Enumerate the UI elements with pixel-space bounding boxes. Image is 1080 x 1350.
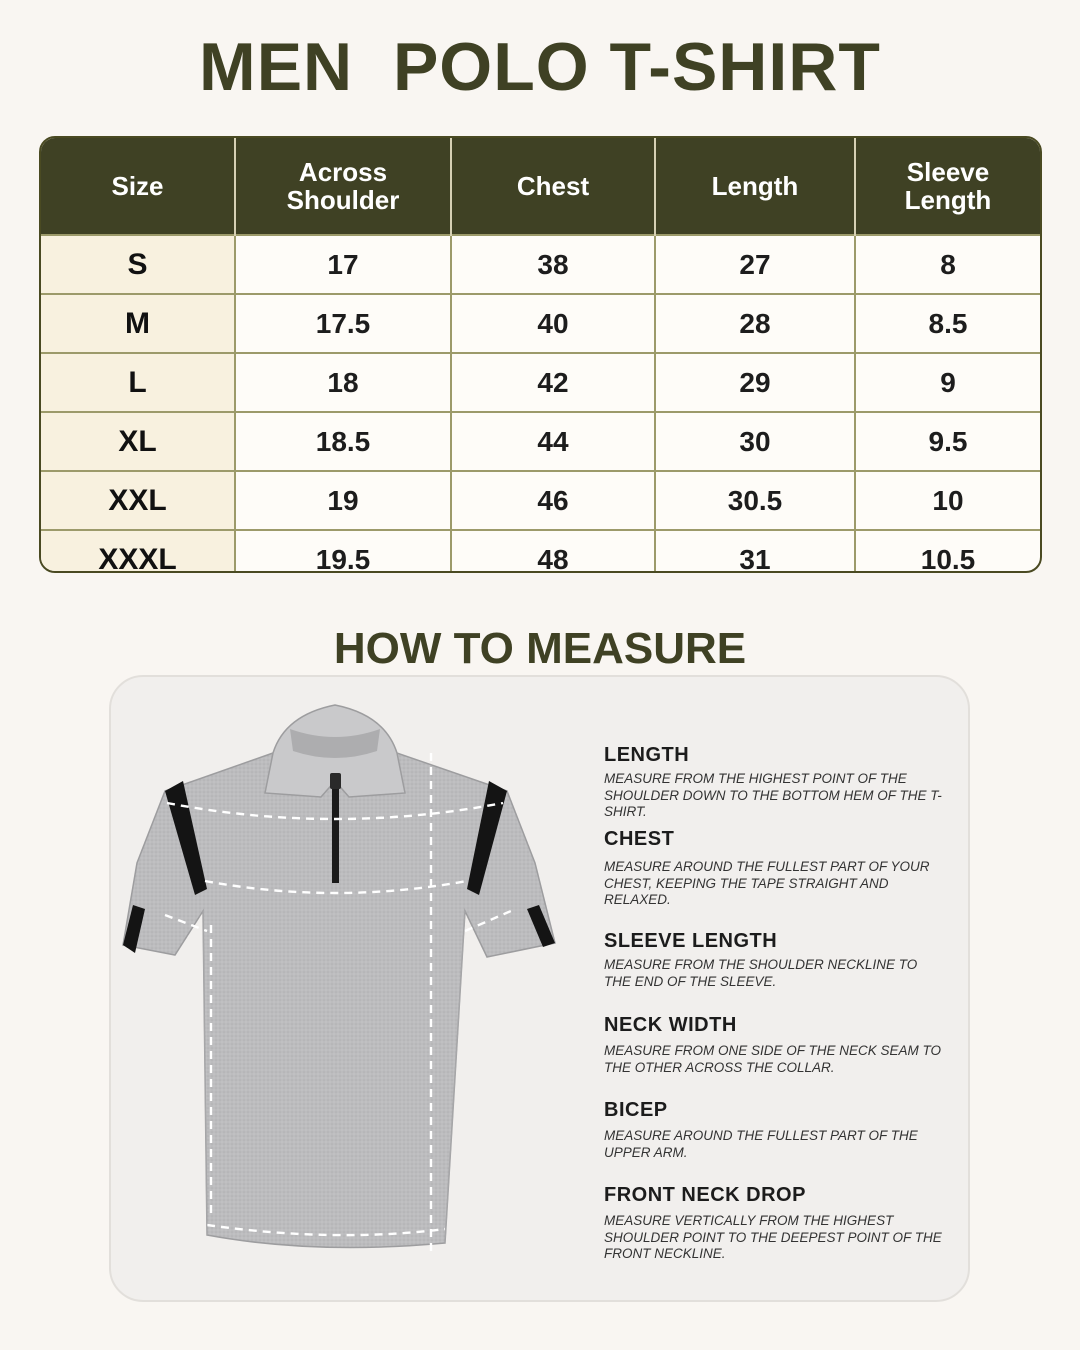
guide-heading: SLEEVE LENGTH <box>604 930 778 952</box>
guide-length <box>604 744 944 821</box>
length-cell: 31 <box>655 530 855 573</box>
guide-sleeve-length <box>604 930 944 990</box>
chest-cell: 44 <box>451 412 655 471</box>
table-row <box>41 294 1040 353</box>
sleeve-length-cell: 8 <box>855 235 1040 294</box>
size-cell: S <box>41 235 235 294</box>
header-across-shoulder <box>235 138 451 235</box>
header-chest <box>451 138 655 235</box>
zipper-pull <box>330 773 341 789</box>
header-label: Sleeve Length <box>904 157 992 215</box>
size-cell: XL <box>41 412 235 471</box>
across-shoulder-cell: 19.5 <box>235 530 451 573</box>
page-title: MEN POLO T-SHIRT <box>199 29 881 105</box>
size-cell: XXXL <box>41 530 235 573</box>
across-shoulder-cell: 18 <box>235 353 451 412</box>
table-row <box>41 235 1040 294</box>
length-cell: 29 <box>655 353 855 412</box>
size-cell: L <box>41 353 235 412</box>
guide-heading: BICEP <box>604 1099 668 1121</box>
guide-front-neck-drop <box>604 1184 944 1263</box>
length-cell: 28 <box>655 294 855 353</box>
across-shoulder-cell: 18.5 <box>235 412 451 471</box>
guide-neck-width <box>604 1014 944 1076</box>
size-cell: XXL <box>41 471 235 530</box>
header-label: Length <box>711 171 799 201</box>
chest-cell: 38 <box>451 235 655 294</box>
header-size <box>41 138 235 235</box>
header-label: Size <box>111 171 164 201</box>
size-cell: M <box>41 294 235 353</box>
across-shoulder-cell: 17 <box>235 235 451 294</box>
guide-heading: CHEST <box>604 828 675 850</box>
guide-bicep <box>604 1099 944 1161</box>
guide-description: MEASURE VERTICALLY FROM THE HIGHEST SHOULDER POINT TO THE DEEPEST POINT OF THE FRONT NECKLINE. <box>604 1213 942 1261</box>
guide-heading: NECK WIDTH <box>604 1014 737 1036</box>
sleeve-length-cell: 10 <box>855 471 1040 530</box>
guide-description: MEASURE AROUND THE FULLEST PART OF YOUR CHEST, KEEPING THE TAPE STRAIGHT AND RELAXED. <box>604 859 930 907</box>
chest-cell: 40 <box>451 294 655 353</box>
chest-cell: 48 <box>451 530 655 573</box>
header-label: Chest <box>516 171 590 201</box>
table-row <box>41 530 1040 573</box>
guide-chest <box>604 828 944 909</box>
zipper <box>332 773 339 883</box>
table-row <box>41 412 1040 471</box>
length-cell: 30 <box>655 412 855 471</box>
table-row <box>41 471 1040 530</box>
sleeve-length-cell: 10.5 <box>855 530 1040 573</box>
guide-description: MEASURE FROM ONE SIDE OF THE NECK SEAM TO THE OTHER ACROSS THE COLLAR. <box>604 1043 942 1075</box>
header-sleeve-length <box>855 138 1040 235</box>
polo-shirt-illustration <box>115 695 575 1275</box>
length-cell: 27 <box>655 235 855 294</box>
chest-cell: 42 <box>451 353 655 412</box>
guide-description: MEASURE FROM THE SHOULDER NECKLINE TO THE END OF THE SLEEVE. <box>604 957 918 989</box>
sleeve-length-cell: 8.5 <box>855 294 1040 353</box>
across-shoulder-cell: 19 <box>235 471 451 530</box>
sleeve-length-cell: 9 <box>855 353 1040 412</box>
table-row <box>41 353 1040 412</box>
header-length <box>655 138 855 235</box>
chest-cell: 46 <box>451 471 655 530</box>
guide-description: MEASURE FROM THE HIGHEST POINT OF THE SHOULDER DOWN TO THE BOTTOM HEM OF THE T-SHIRT. <box>604 771 942 819</box>
how-to-measure-title: HOW TO MEASURE <box>333 624 747 673</box>
across-shoulder-cell: 17.5 <box>235 294 451 353</box>
length-cell: 30.5 <box>655 471 855 530</box>
guide-heading: FRONT NECK DROP <box>604 1184 806 1206</box>
size-chart-table <box>39 136 1042 573</box>
sleeve-length-cell: 9.5 <box>855 412 1040 471</box>
guide-description: MEASURE AROUND THE FULLEST PART OF THE UPPER ARM. <box>604 1128 918 1160</box>
table-header-row <box>41 138 1040 235</box>
guide-heading: LENGTH <box>604 744 690 766</box>
header-label: Across Shoulder <box>286 157 400 215</box>
